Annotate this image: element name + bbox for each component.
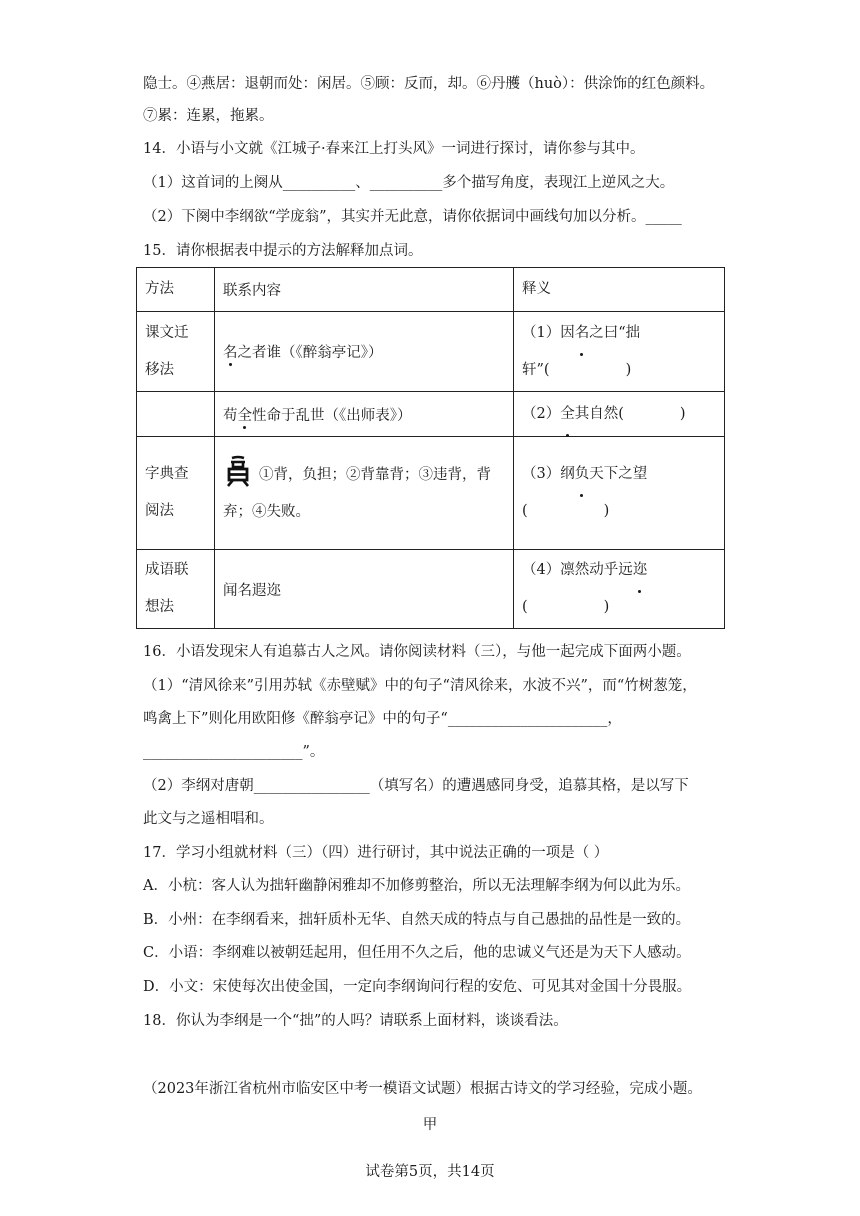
dotted-char: 名 [575, 315, 590, 352]
content-text: 性命于乱世（《出师表》） [252, 407, 412, 424]
question-part: 鸣禽上下”则化用欧阳修《醉翁亭记》中的句子“______________________， [143, 711, 622, 727]
content-text: 之者谁（《醉翁亭记》） [237, 345, 383, 361]
poem-label: 甲 [422, 1117, 438, 1133]
note-line: 隐士。④燕居：退朝而处：闲居。⑤顾：反而，却。⑥丹雘（huò）：供涂饰的红色颜料。 [143, 76, 715, 92]
dotted-char: 全 [560, 396, 575, 433]
method-cell [137, 550, 215, 629]
answer-text: （2） [522, 405, 561, 422]
answer-text: （4）凛然动乎远 [522, 562, 633, 578]
answer-cell [514, 437, 725, 550]
answer-text: 天下之望 [589, 466, 648, 482]
answer-text: ) [625, 361, 632, 378]
question-stem: 15．请你根据表中提示的方法解释加点词。 [143, 243, 423, 259]
answer-text: 之曰“拙 [589, 324, 641, 341]
note-line: ⑦累：连累，拖累。 [143, 108, 274, 124]
question-stem: 14．小语与小文就《江城子·春来江上打头风》一词进行探讨，请你参与其中。 [143, 141, 645, 157]
dotted-char: 全 [238, 404, 253, 425]
content-cell: 闻名遐迩 [215, 550, 514, 629]
method-text: 课文迁 [145, 324, 189, 341]
content-cell [215, 392, 514, 437]
answer-text: ) [603, 599, 610, 615]
option-c[interactable]: C．小语：李纲难以被朝廷起用，但任用不久之后，他的忠诚义气还是为天下人感动。 [143, 945, 691, 961]
table-row [137, 550, 725, 629]
method-text: 想法 [145, 599, 174, 615]
dotted-char: 名 [223, 341, 238, 362]
content-cell [215, 312, 514, 392]
answer-text: ( [522, 599, 528, 615]
question-part: （2）下阕中李纲欲“学庞翁”，其实并无此意，请你依据词中画线句加以分析。_____ [143, 209, 682, 225]
dotted-char: 迩 [633, 552, 648, 589]
answer-text: （3）纲 [522, 466, 575, 482]
option-d[interactable]: D．小文：宋使每次出使金国，一定向李纲询问行程的安危、可见其对金国十分畏服。 [143, 979, 692, 995]
method-cell [137, 437, 215, 550]
table-header: 联系内容 [215, 268, 514, 312]
answer-cell [514, 392, 725, 437]
table-row [137, 312, 725, 392]
question-part: 此文与之遥相唱和。 [143, 811, 274, 827]
content-text: ①背，负担；②背靠背；③违背，背 [259, 467, 491, 483]
question-part: （1）“清风徐来”引用苏轼《赤壁赋》中的句子“清风徐来，水波不兴”，而“竹树葱笼， [143, 678, 697, 694]
answer-text: ) [603, 503, 610, 519]
question-part: ______________________”。 [143, 744, 325, 760]
answer-cell [514, 312, 725, 392]
method-cell [137, 392, 215, 437]
option-a[interactable]: A．小杭：客人认为拙轩幽静闲雅却不加修剪整治，所以无法理解李纲为何以此为乐。 [143, 878, 690, 894]
table-row [137, 437, 725, 550]
content-cell [215, 437, 514, 550]
answer-text: ) [679, 405, 686, 422]
question-stem: 17．学习小组就材料（三）（四）进行研讨，其中说法正确的一项是（ ） [143, 845, 609, 861]
table-header-row [137, 268, 725, 312]
method-text: 成语联 [145, 562, 189, 578]
content-text: 苟 [223, 407, 238, 424]
method-text: 移法 [145, 361, 174, 378]
table-header: 方法 [137, 268, 215, 312]
answer-text: ( [522, 503, 528, 519]
answer-cell [514, 550, 725, 629]
question-stem: 18．你认为李纲是一个“拙”的人吗？请联系上面材料，谈谈看法。 [143, 1013, 568, 1029]
table-row [137, 392, 725, 437]
content-text: 弃；④失败。 [223, 504, 310, 520]
dotted-char: 负 [575, 456, 590, 493]
method-cell [137, 312, 215, 392]
method-text: 字典查 [145, 466, 189, 482]
answer-text: 轩”( [522, 361, 550, 378]
section-intro: （2023年浙江省杭州市临安区中考一模语文试题）根据古诗文的学习经验，完成小题。 [143, 1081, 702, 1097]
question-part: （2）李纲对唐朝________________（填写名）的遭遇感同身受，追慕其格，是以写下 [143, 778, 689, 794]
seal-character-icon [223, 455, 253, 487]
table-header: 释义 [514, 268, 725, 312]
question-stem: 16．小语发现宋人有追慕古人之风。请你阅读材料（三），与他一起完成下面两小题。 [143, 644, 691, 660]
option-b[interactable]: B．小州：在李纲看来，拙轩质朴无华、自然天成的特点与自己愚拙的品性是一致的。 [143, 912, 691, 928]
page-footer: 试卷第5页，共14页 [365, 1164, 495, 1180]
answer-text: 其自然( [574, 405, 624, 422]
answer-text: （1）因 [522, 324, 575, 341]
question-part: （1）这首词的上阕从__________、__________多个描写角度，表现江上逆风之大。 [143, 175, 675, 191]
method-text: 阅法 [145, 503, 174, 519]
method-table [136, 267, 725, 629]
